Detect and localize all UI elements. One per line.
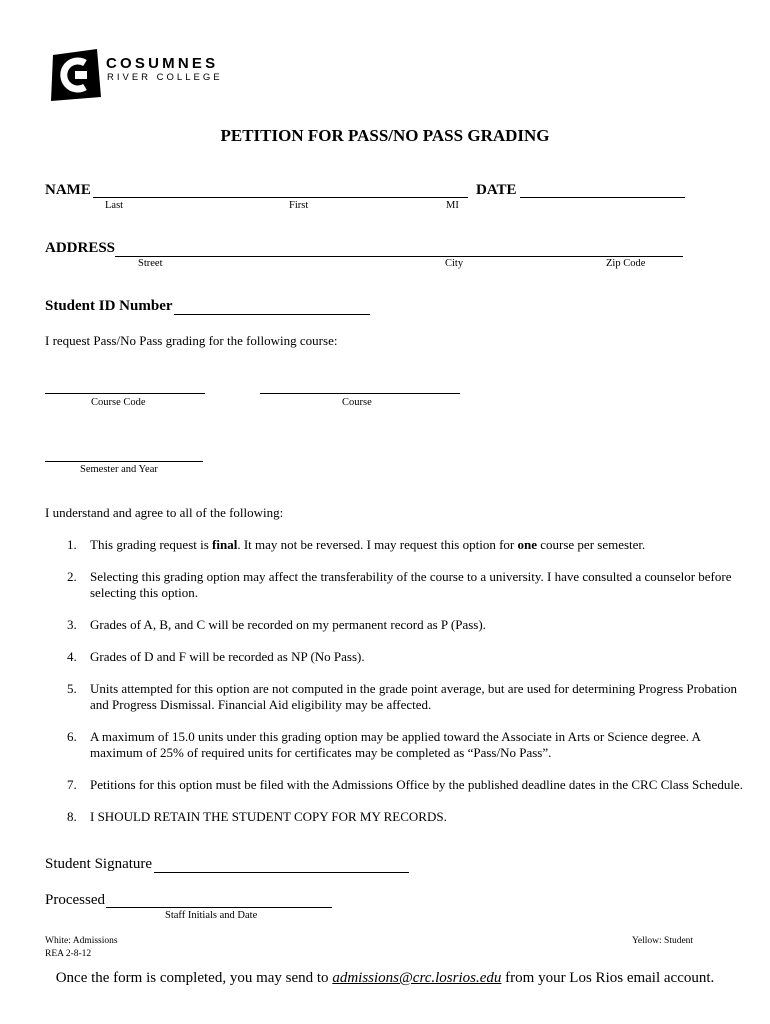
course-code-field[interactable] [45, 393, 205, 394]
admissions-email-link[interactable]: admissions@crc.losrios.edu [332, 970, 502, 986]
term-item [45, 729, 745, 761]
term-number: 7. [67, 777, 77, 792]
request-text: I request Pass/No Pass grading for the following course: [45, 333, 338, 348]
address-label: ADDRESS [45, 240, 116, 256]
term-text: Grades of D and F will be recorded as NP (No Pass). [90, 649, 365, 664]
course-field[interactable] [260, 393, 460, 394]
semester-field[interactable] [45, 461, 203, 462]
term-number: 1. [67, 537, 77, 552]
term-item [45, 809, 745, 825]
college-logo-icon [45, 45, 105, 105]
logo-college-subname: RIVER COLLEGE [107, 72, 223, 83]
address-sub-zip: Zip Code [606, 258, 646, 269]
term-text: A maximum of 15.0 units under this grading option may be applied toward the Associate in Arts or Science degree. A maximum of 25% of required units for certificates may be completed as “Pass/No Pass”. [90, 729, 701, 760]
student-id-field[interactable] [174, 314, 370, 315]
processed-field[interactable] [106, 907, 332, 908]
name-label: NAME [45, 182, 91, 198]
term-item [45, 617, 745, 633]
term-number: 8. [67, 809, 77, 824]
logo-college-name: COSUMNES [106, 55, 219, 72]
term-number: 5. [67, 681, 77, 696]
student-signature-field[interactable] [154, 872, 409, 873]
term-number: 3. [67, 617, 77, 632]
term-text: Selecting this grading option may affect the transferability of the course to a university. I have consulted a counselor before selecting this option. [90, 569, 732, 600]
revision-code: REA 2-8-12 [45, 949, 92, 959]
student-signature-label: Student Signature [45, 856, 153, 872]
course-label: Course [342, 397, 372, 408]
yellow-copy-label: Yellow: Student [632, 936, 694, 946]
term-text: I SHOULD RETAIN THE STUDENT COPY FOR MY RECORDS. [90, 809, 447, 824]
term-text: Units attempted for this option are not computed in the grade point average, but are used for determining Progress Probation and Progress Dismissal. Financial Aid eligibility may be affected. [90, 681, 737, 712]
term-item [45, 681, 745, 713]
processed-label: Processed [45, 892, 105, 908]
agreement-intro: I understand and agree to all of the following: [45, 505, 284, 520]
term-number: 2. [67, 569, 77, 584]
term-item [45, 649, 745, 665]
semester-label: Semester and Year [80, 464, 158, 475]
terms-list [45, 537, 745, 841]
submission-note: Once the form is completed, you may send to admissions@crc.losrios.edu from your Los Rios email account. [55, 970, 715, 986]
course-code-label: Course Code [91, 397, 146, 408]
term-text: Petitions for this option must be filed with the Admissions Office by the published deadline dates in the CRC Class Schedule. [90, 777, 743, 792]
term-item [45, 569, 745, 601]
page-title: PETITION FOR PASS/NO PASS GRADING [220, 126, 550, 145]
name-sub-mi: MI [446, 200, 459, 211]
date-field[interactable] [520, 197, 685, 198]
staff-initials-label: Staff Initials and Date [165, 910, 258, 921]
term-item: 1. This grading request is final. It may not be reversed. I may request this option for one course per semester. [67, 537, 646, 552]
name-sub-last: Last [105, 200, 124, 211]
student-id-label: Student ID Number [45, 298, 173, 314]
address-sub-city: City [445, 258, 464, 269]
name-sub-first: First [289, 200, 309, 211]
address-sub-street: Street [138, 258, 163, 269]
white-copy-label: White: Admissions [45, 936, 118, 946]
term-item [45, 777, 745, 793]
date-label: DATE [476, 182, 517, 198]
name-field[interactable] [93, 197, 468, 198]
term-number: 6. [67, 729, 77, 744]
address-field[interactable] [115, 256, 683, 257]
term-text: Grades of A, B, and C will be recorded on my permanent record as P (Pass). [90, 617, 486, 632]
term-number: 4. [67, 649, 77, 664]
